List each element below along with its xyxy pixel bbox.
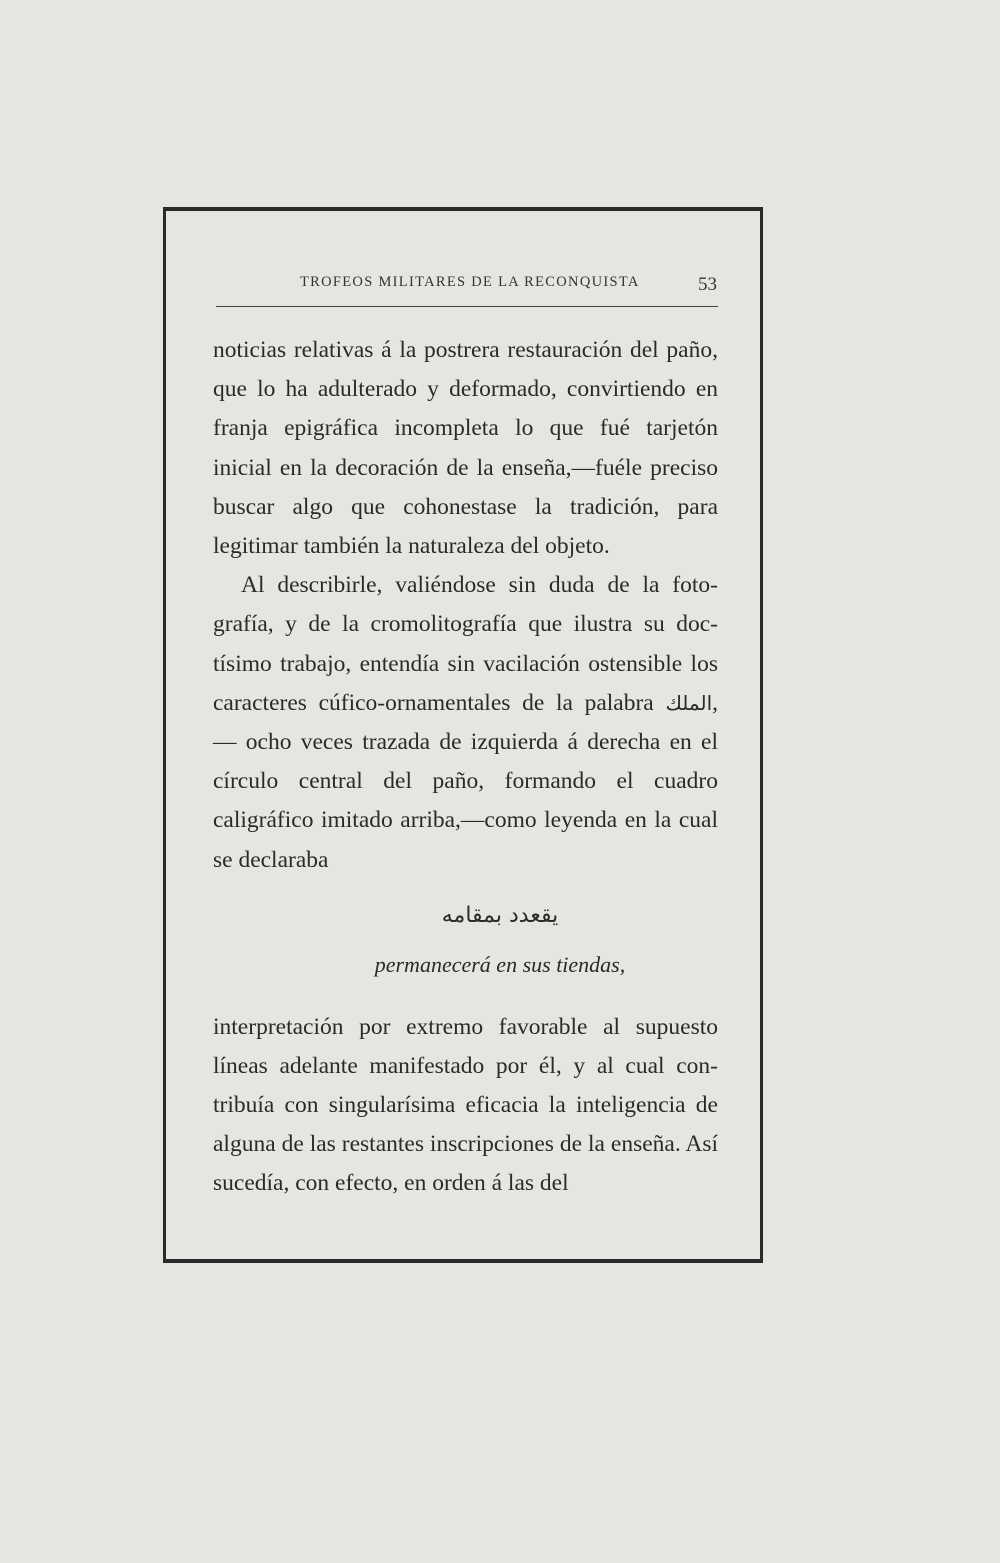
paragraph-2-end: , — ocho veces trazada de izquierda á derecha en el círculo central del paño, formando el cuadro caligráfico imitado arriba,—como leyenda en la cual se declaraba bbox=[213, 689, 719, 873]
paragraph-2 bbox=[213, 566, 718, 880]
arabic-quotation: يقعدد بمقامه bbox=[441, 903, 559, 928]
continuation-text-block bbox=[213, 1008, 718, 1203]
quotation-translation: permanecerá en sus tiendas, bbox=[374, 952, 626, 977]
main-text-block bbox=[213, 331, 718, 880]
header-rule bbox=[216, 306, 718, 307]
paragraph-3: interpretación por extremo favorable al supuesto líneas adelante manifestado por él, y al cual contribuía con singularísima eficacia la inteligencia de alguna de las restantes inscripciones de la enseña. Así sucedía, con efecto, en orden á las del bbox=[213, 1014, 718, 1196]
arabic-word: الملك bbox=[665, 690, 713, 715]
paragraph-1: noticias relativas á la postrera restauración del paño, que lo ha adulterado y deformado, convirtiendo en franja epigráfica incompleta lo que fué tarjetón inicial en la decoración de la enseña,—fuéle preciso buscar algo que cohonestase la tradición, para legitimar también la naturaleza del objeto. bbox=[213, 337, 718, 560]
running-head: TROFEOS MILITARES DE LA RECONQUISTA bbox=[300, 274, 640, 290]
page-number: 53 bbox=[698, 274, 717, 295]
paragraph-2-start: Al describirle, valiéndose sin duda de la fotografía, y de la cromolitografía que ilustra su doctísimo trabajo, entendía sin vacilación ostensible los caracteres cúfico-ornamentales de la palabra bbox=[213, 572, 718, 716]
